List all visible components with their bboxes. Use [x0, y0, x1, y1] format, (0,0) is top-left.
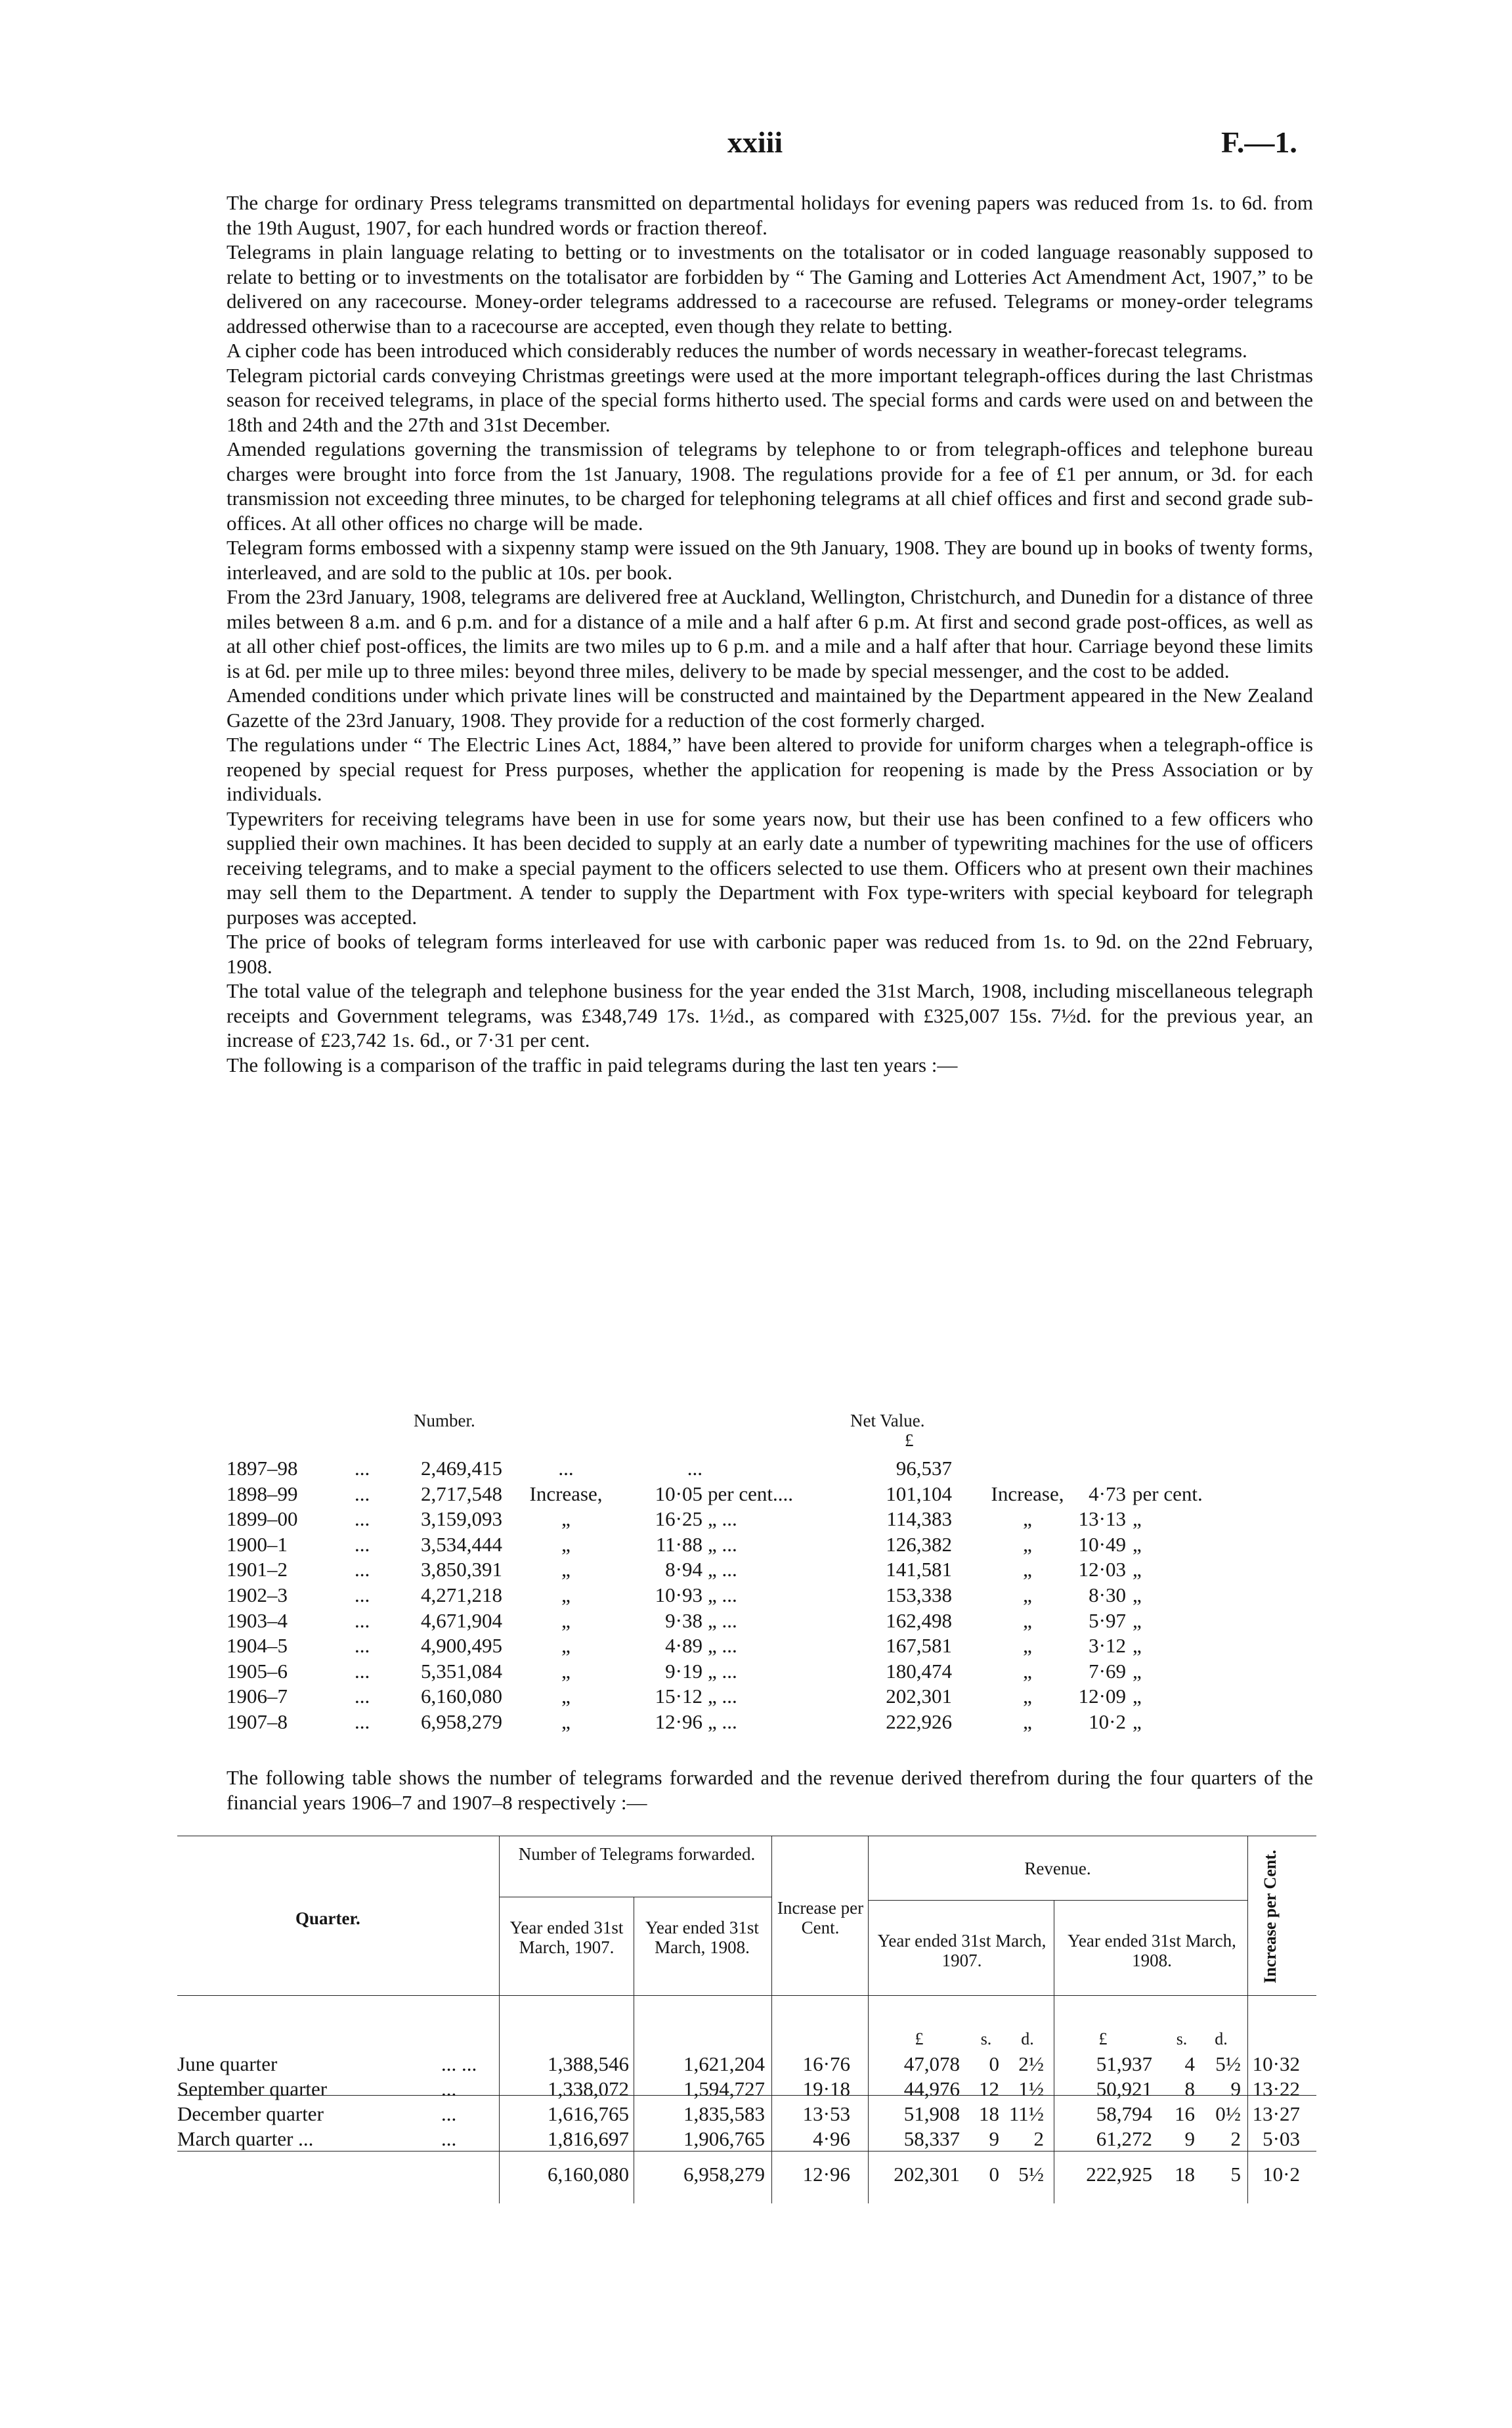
revenue-1908-pounds: 51,937 [1096, 2052, 1152, 2075]
traffic-unit-2: „ [1133, 1634, 1142, 1658]
lsd-label: £ [1098, 2029, 1108, 2048]
traffic-number: 6,160,080 [421, 1685, 502, 1708]
increase-percent: 16·76 [802, 2052, 850, 2075]
revenue-1907-pence: 11½ [1008, 2102, 1044, 2125]
traffic-percent-2: 8·30 [1089, 1583, 1126, 1606]
traffic-unit-2: „ [1133, 1710, 1142, 1733]
revenue-1908-pounds: 50,921 [1096, 2077, 1152, 2100]
traffic-unit: „ ... [708, 1659, 737, 1683]
traffic-number: 4,671,904 [421, 1608, 502, 1632]
traffic-percent-2: 7·69 [1089, 1659, 1126, 1683]
traffic-number: 4,271,218 [421, 1583, 502, 1606]
traffic-number: 4,900,495 [421, 1634, 502, 1658]
traffic-number: 3,850,391 [421, 1558, 502, 1581]
quarter-dots: ... ... [441, 2052, 477, 2075]
traffic-percent: 11·88 [655, 1532, 702, 1556]
revenue-1907-pence: 5½ [1018, 2163, 1044, 2186]
traffic-percent: 16·25 [655, 1507, 702, 1531]
traffic-unit-2: per cent. [1133, 1482, 1203, 1505]
revenue-1908-shillings: 16 [1175, 2102, 1195, 2125]
traffic-increase-label: ... [558, 1457, 574, 1480]
header-number-forwarded: Number of Telegrams forwarded. [518, 1844, 756, 1864]
traffic-dots: ... [355, 1457, 370, 1480]
traffic-increase-label-2: „ [1023, 1608, 1032, 1632]
quarter-name: June quarter [177, 2052, 278, 2075]
increase-percent: 12·96 [802, 2163, 850, 2186]
traffic-percent: ... [687, 1457, 702, 1480]
paragraph-private-lines: Amended conditions under which private lines will be constructed and maintained by the Department appeared in the New Zealand Gazette of the 23rd January, 1908. They provide for a reduction of the cost formerly charged. [227, 684, 1313, 732]
traffic-value: 162,498 [886, 1608, 952, 1632]
traffic-number: 5,351,084 [421, 1659, 502, 1683]
header-number-1908: Year ended 31st March, 1908. [645, 1918, 759, 1957]
traffic-increase-label: „ [561, 1685, 571, 1708]
traffic-percent-2: 13·13 [1078, 1507, 1126, 1531]
revenue-1908-pence: 2 [1230, 2127, 1241, 2150]
traffic-unit-2: „ [1133, 1507, 1142, 1531]
body-text [227, 190, 1313, 1077]
number-1908: 1,835,583 [683, 2102, 765, 2125]
revenue-1907-pounds: 58,337 [903, 2127, 960, 2150]
traffic-dots: ... [355, 1482, 370, 1505]
traffic-unit-2: „ [1133, 1532, 1142, 1556]
traffic-increase-label: „ [561, 1507, 571, 1531]
quarter-name: March quarter ... [177, 2127, 314, 2150]
traffic-dots: ... [355, 1659, 370, 1683]
traffic-value: 96,537 [896, 1457, 952, 1480]
header-number-1907: Year ended 31st March, 1907. [509, 1918, 624, 1957]
paragraph-typewriters: Typewriters for receiving telegrams have been in use for some years now, but their use has been confined to a few officers who supplied their own machines. It has been decided to supply at an early date a number of typewriting machines for the use of officers receiving telegrams, and to make a special payment to the officers selected to use them. Officers who at present own their machines may sell them to the Department. A tender to supply the Department with Fox type-writers with special keyboard for telegraph purposes was accepted. [227, 806, 1313, 929]
traffic-year: 1899–00 [227, 1507, 298, 1531]
paragraph-cipher: A cipher code has been introduced which considerably reduces the number of words necessary in weather-forecast telegrams. [227, 339, 1247, 362]
traffic-unit: „ ... [708, 1532, 737, 1556]
header-revenue: Revenue. [1024, 1859, 1091, 1878]
traffic-increase-label-2: „ [1023, 1634, 1032, 1658]
paragraph-delivery: From the 23rd January, 1908, telegrams are delivered free at Auckland, Wellington, Christchurch, and Dunedin for a distance of three miles between 8 a.m. and 6 p.m. and for a distance of a mile and a half after 6 p.m. At first and second grade post-offices, as well as at all other chief post-offices, the limits are two miles up to 6 p.m. and a mile and a half after that hour. Carriage beyond these limits is at 6d. per mile up to three miles: beyond three miles, delivery to be made by special messenger, and the cost to be added. [227, 585, 1313, 682]
revenue-1908-pence: 5½ [1215, 2052, 1241, 2075]
traffic-percent-2: 4·73 [1089, 1482, 1126, 1505]
traffic-year: 1905–6 [227, 1659, 288, 1683]
revenue-1907-pence: 1½ [1018, 2077, 1044, 2100]
paragraph-betting: Telegrams in plain language relating to betting or to investments on the totalisator or in coded language reasonably supposed to relate to betting or to investments on the totalisator are forbidden by “ The Gaming and Lotteries Act Amendment Act, 1907,” to be delivered on any racecourse. Money-order telegrams addressed to a racecourse are refused. Telegrams or money-order telegrams addressed otherwise than to a racecourse are accepted, even though they relate to betting. [227, 240, 1313, 338]
traffic-increase-label: Increase, [529, 1482, 603, 1505]
quarter-name: September quarter [177, 2077, 328, 2100]
revenue-1907-pounds: 47,078 [903, 2052, 960, 2075]
traffic-percent: 10·05 [655, 1482, 702, 1505]
traffic-percent-2: 12·03 [1078, 1558, 1126, 1581]
number-1908: 1,906,765 [683, 2127, 765, 2150]
traffic-value: 167,581 [886, 1634, 952, 1658]
traffic-dots: ... [355, 1532, 370, 1556]
traffic-percent: 12·96 [655, 1710, 702, 1733]
traffic-value: 101,104 [886, 1482, 952, 1505]
traffic-year: 1907–8 [227, 1710, 288, 1733]
traffic-year: 1902–3 [227, 1583, 288, 1606]
paragraph-christmas: Telegram pictorial cards conveying Christmas greetings were used at the more important telegraph-offices during the last Christmas season for received telegrams, in place of the special forms hitherto used. The special forms and cards were used on and between the 18th and 24th and the 27th and 31st December. [227, 363, 1313, 436]
revenue-increase-percent: 13·22 [1252, 2077, 1300, 2100]
number-1907: 1,616,765 [548, 2102, 629, 2125]
header-number: Number. [414, 1411, 475, 1430]
quarter-dots: ... [441, 2127, 457, 2150]
traffic-unit: „ ... [708, 1634, 737, 1658]
revenue-1908-pence: 5 [1230, 2163, 1241, 2186]
increase-percent: 4·96 [813, 2127, 850, 2150]
revenue-1907-pounds: 202,301 [894, 2163, 960, 2186]
revenue-1907-pounds: 44,976 [903, 2077, 960, 2100]
traffic-dots: ... [355, 1583, 370, 1606]
traffic-increase-label: „ [561, 1710, 571, 1733]
traffic-unit-2: „ [1133, 1583, 1142, 1606]
traffic-dots: ... [355, 1608, 370, 1632]
traffic-dots: ... [355, 1710, 370, 1733]
revenue-1908-pence: 9 [1230, 2077, 1241, 2100]
traffic-increase-label-2: Increase, [991, 1482, 1064, 1505]
revenue-1907-shillings: 18 [979, 2102, 999, 2125]
traffic-increase-label-2: „ [1023, 1583, 1032, 1606]
traffic-increase-label: „ [561, 1583, 571, 1606]
header-increase-vertical: Increase per Cent. [1261, 1849, 1280, 1983]
traffic-percent: 9·19 [665, 1659, 702, 1683]
number-1908: 1,621,204 [683, 2052, 765, 2075]
lsd-label: s. [980, 2029, 992, 2048]
traffic-percent: 15·12 [655, 1685, 702, 1708]
increase-percent: 13·53 [802, 2102, 850, 2125]
traffic-percent-2: 12·09 [1078, 1685, 1126, 1708]
revenue-1907-pence: 2½ [1018, 2052, 1044, 2075]
increase-percent: 19·18 [802, 2077, 850, 2100]
paragraph-total-value: The total value of the telegraph and telephone business for the year ended the 31st March, 1908, including miscellaneous telegraph receipts and Government telegrams, was £348,749 17s. 1½d., as compared with £325,007 15s. 7½d. for the previous year, an increase of £23,742 1s. 6d., or 7·31 per cent. [227, 979, 1313, 1051]
traffic-year: 1906–7 [227, 1685, 288, 1708]
traffic-number: 2,717,548 [421, 1482, 502, 1505]
revenue-1908-shillings: 4 [1184, 2052, 1195, 2075]
traffic-increase-label: „ [561, 1608, 571, 1632]
revenue-1907-shillings: 12 [979, 2077, 999, 2100]
traffic-unit-2: „ [1133, 1558, 1142, 1581]
paragraph-traffic-intro: The following is a comparison of the traffic in paid telegrams during the last ten years :— [227, 1053, 958, 1076]
traffic-percent-2: 10·2 [1089, 1710, 1126, 1733]
lsd-label: d. [1215, 2029, 1228, 2048]
traffic-percent: 10·93 [655, 1583, 702, 1606]
lsd-label: s. [1176, 2029, 1188, 2048]
lsd-label: £ [915, 2029, 924, 2048]
traffic-value: 153,338 [886, 1583, 952, 1606]
revenue-1908-pence: 0½ [1215, 2102, 1241, 2125]
traffic-year: 1898–99 [227, 1482, 298, 1505]
quarter-name: December quarter [177, 2102, 324, 2125]
header-net-value: Net Value. [850, 1411, 925, 1430]
revenue-increase-percent: 5·03 [1263, 2127, 1300, 2150]
revenue-1907-pence: 2 [1033, 2127, 1044, 2150]
traffic-percent: 4·89 [665, 1634, 702, 1658]
number-1908: 1,594,727 [683, 2077, 765, 2100]
traffic-year: 1901–2 [227, 1558, 288, 1581]
revenue-increase-percent: 13·27 [1252, 2102, 1300, 2125]
traffic-increase-label: „ [561, 1558, 571, 1581]
traffic-dots: ... [355, 1634, 370, 1658]
revenue-1908-shillings: 8 [1184, 2077, 1195, 2100]
header-increase: Increase per Cent. [777, 1898, 864, 1937]
revenue-1908-pounds: 222,925 [1086, 2163, 1152, 2186]
traffic-increase-label-2: „ [1023, 1710, 1032, 1733]
traffic-percent-2: 5·97 [1089, 1608, 1126, 1632]
paragraph-telephone-regulations: Amended regulations governing the transmission of telegrams by telephone to or from telegraph-offices and telephone bureau charges were brought into force from the 1st January, 1908. The regulations provide for a fee of £1 per annum, or 3d. for each transmission not exceeding three minutes, to be charged for telephoning telegrams at all chief offices and first and second grade sub-offices. At all other offices no charge will be made. [227, 437, 1313, 535]
number-1907: 1,338,072 [548, 2077, 629, 2100]
traffic-unit: „ ... [708, 1583, 737, 1606]
traffic-year: 1900–1 [227, 1532, 288, 1556]
traffic-number: 3,534,444 [421, 1532, 502, 1556]
traffic-dots: ... [355, 1685, 370, 1708]
traffic-increase-label-2: „ [1023, 1659, 1032, 1683]
revenue-increase-percent: 10·32 [1252, 2052, 1300, 2075]
revenue-increase-percent: 10·2 [1263, 2163, 1300, 2186]
traffic-increase-label-2: „ [1023, 1507, 1032, 1531]
traffic-year: 1897–98 [227, 1457, 298, 1480]
traffic-value: 222,926 [886, 1710, 952, 1733]
traffic-percent-2: 10·49 [1078, 1532, 1126, 1556]
revenue-1908-pounds: 61,272 [1096, 2127, 1152, 2150]
traffic-unit-2: „ [1133, 1659, 1142, 1683]
traffic-unit: „ ... [708, 1710, 737, 1733]
traffic-percent: 8·94 [665, 1558, 702, 1581]
traffic-unit: „ ... [708, 1608, 737, 1632]
page-reference: F.—1. [1221, 125, 1297, 159]
revenue-1908-pounds: 58,794 [1096, 2102, 1152, 2125]
traffic-unit: „ ... [708, 1507, 737, 1531]
traffic-value: 126,382 [886, 1532, 952, 1556]
page-number: xxiii [727, 125, 783, 159]
traffic-increase-label: „ [561, 1659, 571, 1683]
traffic-unit-2: „ [1133, 1685, 1142, 1708]
traffic-number: 2,469,415 [421, 1457, 502, 1480]
revenue-1908-shillings: 9 [1184, 2127, 1195, 2150]
traffic-value: 202,301 [886, 1685, 952, 1708]
number-1907: 1,388,546 [548, 2052, 629, 2075]
paragraph-press-charge: The charge for ordinary Press telegrams transmitted on departmental holidays for evening papers was reduced from 1s. to 6d. from the 19th August, 1907, for each hundred words or fraction thereof. [227, 191, 1313, 239]
number-1908: 6,958,279 [683, 2163, 765, 2186]
traffic-number: 6,958,279 [421, 1710, 502, 1733]
traffic-percent: 9·38 [665, 1608, 702, 1632]
traffic-value: 180,474 [886, 1659, 952, 1683]
lsd-label: d. [1021, 2029, 1034, 2048]
traffic-number: 3,159,093 [421, 1507, 502, 1531]
traffic-year: 1904–5 [227, 1634, 288, 1658]
revenue-1907-shillings: 9 [989, 2127, 999, 2150]
traffic-value: 114,383 [886, 1507, 952, 1531]
traffic-dots: ... [355, 1507, 370, 1531]
traffic-increase-label: „ [561, 1634, 571, 1658]
traffic-increase-label-2: „ [1023, 1558, 1032, 1581]
traffic-value: 141,581 [886, 1558, 952, 1581]
traffic-unit: per cent.... [708, 1482, 793, 1505]
traffic-percent-2: 3·12 [1089, 1634, 1126, 1658]
number-1907: 1,816,697 [548, 2127, 629, 2150]
revenue-1907-pounds: 51,908 [903, 2102, 960, 2125]
quarter-intro: The following table shows the number of telegrams forwarded and the revenue derived therefrom during the four quarters of the financial years 1906–7 and 1907–8 respectively :— [227, 1766, 1313, 1814]
header-revenue-1908: Year ended 31st March, 1908. [1068, 1931, 1236, 1970]
traffic-increase-label: „ [561, 1532, 571, 1556]
quarter-dots: ... [441, 2077, 457, 2100]
number-1907: 6,160,080 [548, 2163, 629, 2186]
revenue-1907-shillings: 0 [989, 2163, 999, 2186]
traffic-unit-2: „ [1133, 1608, 1142, 1632]
header-pound: £ [905, 1430, 914, 1450]
paragraph-carbonic: The price of books of telegram forms interleaved for use with carbonic paper was reduced from 1s. to 9d. on the 22nd February, 1908. [227, 930, 1313, 978]
paragraph-electric-lines: The regulations under “ The Electric Lines Act, 1884,” have been altered to provide for uniform charges when a telegraph-office is reopened by special request for Press purposes, whether the application for reopening is made by the Press Association or by individuals. [227, 733, 1313, 805]
quarter-dots: ... [441, 2102, 457, 2125]
revenue-1908-shillings: 18 [1175, 2163, 1195, 2186]
traffic-year: 1903–4 [227, 1608, 288, 1632]
traffic-dots: ... [355, 1558, 370, 1581]
traffic-unit: „ ... [708, 1558, 737, 1581]
header-quarter: Quarter. [295, 1909, 360, 1928]
traffic-increase-label-2: „ [1023, 1685, 1032, 1708]
paragraph-stamp-forms: Telegram forms embossed with a sixpenny stamp were issued on the 9th January, 1908. They are bound up in books of twenty forms, interleaved, and are sold to the public at 10s. per book. [227, 536, 1313, 584]
traffic-unit: „ ... [708, 1685, 737, 1708]
revenue-1907-shillings: 0 [989, 2052, 999, 2075]
header-revenue-1907: Year ended 31st March, 1907. [877, 1931, 1047, 1970]
traffic-increase-label-2: „ [1023, 1532, 1032, 1556]
